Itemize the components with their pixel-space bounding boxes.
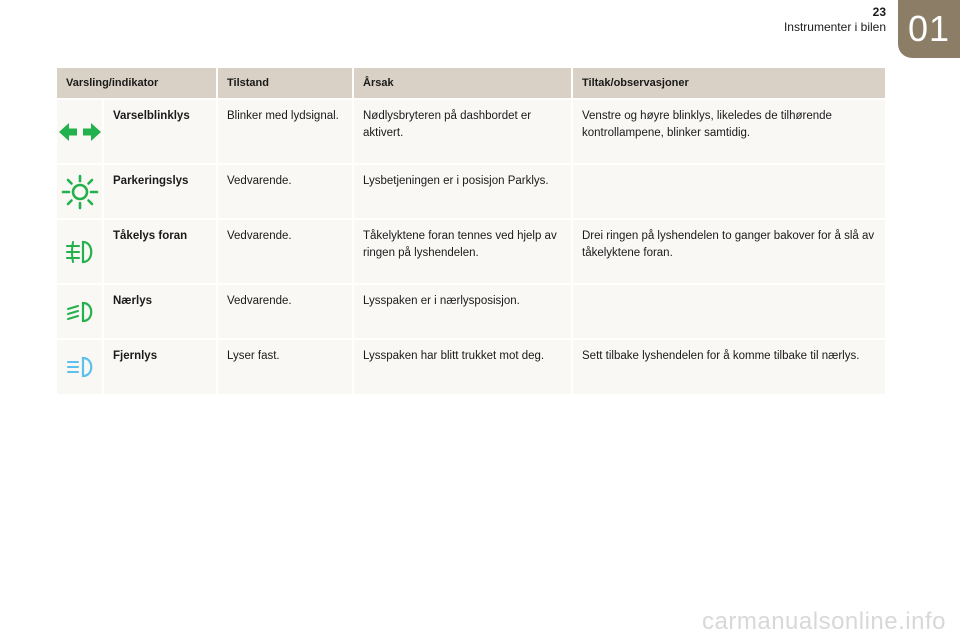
warning-indicator-table (57, 68, 885, 394)
indicator-icon-cell (57, 284, 103, 339)
table-header-row (57, 68, 885, 99)
indicator-icon-cell (57, 219, 103, 284)
indicator-action (572, 284, 885, 339)
indicator-cause: Nødlysbryteren på dashbordet er aktivert. (353, 99, 572, 164)
indicator-name: Nærlys (103, 284, 217, 339)
column-header-indicator: Varsling/indikator (57, 68, 217, 99)
indicator-name: Varselblinklys (103, 99, 217, 164)
indicator-icon-cell (57, 164, 103, 219)
indicator-state: Vedvarende. (217, 164, 353, 219)
indicator-name: Tåkelys foran (103, 219, 217, 284)
indicator-action (572, 164, 885, 219)
turn-signals-icon (57, 120, 103, 144)
section-title: Instrumenter i bilen (783, 20, 886, 34)
table-row (57, 284, 885, 339)
indicator-icon-cell (57, 339, 103, 394)
indicator-state: Lyser fast. (217, 339, 353, 394)
watermark: carmanualsonline.info (702, 608, 946, 635)
column-header-state: Tilstand (217, 68, 353, 99)
page-number: 23 (872, 5, 886, 19)
dipped-beam-icon (63, 300, 97, 324)
indicator-state: Vedvarende. (217, 284, 353, 339)
indicator-name: Fjernlys (103, 339, 217, 394)
table-row (57, 339, 885, 394)
column-header-action: Tiltak/observasjoner (572, 68, 885, 99)
indicator-cause: Tåkelyktene foran tennes ved hjelp av ringen på lyshendelen. (353, 219, 572, 284)
table-row (57, 164, 885, 219)
column-header-cause: Årsak (353, 68, 572, 99)
front-fog-lights-icon (63, 239, 97, 265)
indicator-name: Parkeringslys (103, 164, 217, 219)
table-row (57, 99, 885, 164)
main-beam-icon (63, 355, 97, 379)
chapter-tab: 01 (898, 0, 960, 58)
indicator-icon-cell (57, 99, 103, 164)
indicator-state: Vedvarende. (217, 219, 353, 284)
indicator-cause: Lysspaken er i nærlysposisjon. (353, 284, 572, 339)
indicator-action: Venstre og høyre blinklys, likeledes de tilhørende kontrollampene, blinker samtidig. (572, 99, 885, 164)
indicator-state: Blinker med lydsignal. (217, 99, 353, 164)
indicator-cause: Lysbetjeningen er i posisjon Parklys. (353, 164, 572, 219)
table-row (57, 219, 885, 284)
indicator-action: Sett tilbake lyshendelen for å komme tilbake til nærlys. (572, 339, 885, 394)
parking-lights-icon (60, 174, 100, 210)
indicator-cause: Lysspaken har blitt trukket mot deg. (353, 339, 572, 394)
indicator-action: Drei ringen på lyshendelen to ganger bakover for å slå av tåkelyktene foran. (572, 219, 885, 284)
